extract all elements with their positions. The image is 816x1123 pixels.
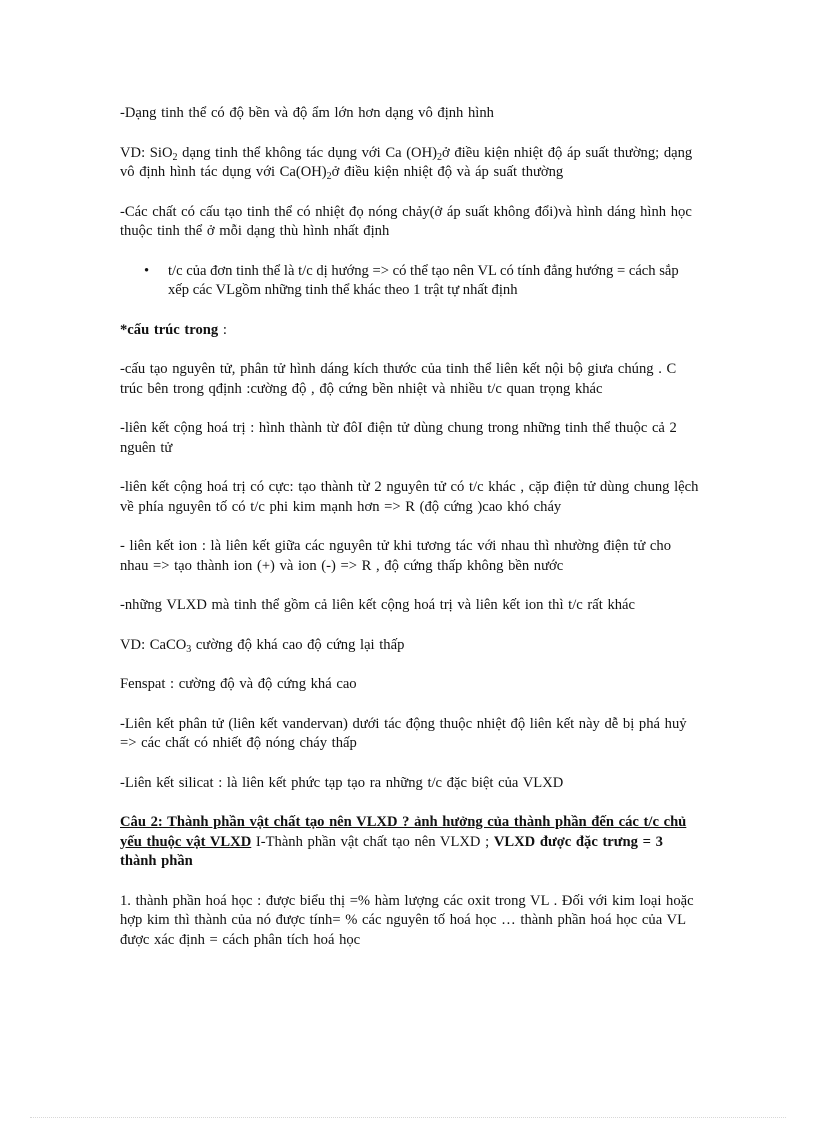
question-2-section: I-Thành phần vật chất tạo nên VLXD ; (251, 833, 494, 850)
document-body (120, 104, 700, 950)
paragraph-caco3-example (120, 636, 700, 656)
subscript: 3 (186, 643, 192, 655)
paragraph-ionic-bond: - liên kết ion : là liên kết giữa các nguyên tử khi tương tác với nhau thì nhường điện tử cho nhau => tạo thành ion (+) và ion (-) => R , độ cứng thấp không bền nước (120, 538, 671, 574)
list-item-text: t/c của đơn tinh thể là t/c dị hướng => có thể tạo nên VL có tính đẳng hướng = cách sắp xếp các VLgồm những tinh thể khác theo 1 trật tự nhất định (168, 262, 679, 298)
paragraph-mixed-bond: -những VLXD mà tinh thể gồm cả liên kết cộng hoá trị và liên kết ion thì t/c rất khác (120, 597, 635, 613)
heading-internal-structure (120, 321, 700, 341)
text-fragment: ở điều kiện nhiệt độ áp suất thường; dạng vô định hình tác dụng với Ca(OH) (120, 144, 693, 180)
question-2-title: Câu 2: Thành phần vật chất tạo nên VLXD ? ảnh hưởng của thành phần đến các t/c chủ yếu thuộc vật VLXD (120, 814, 687, 850)
paragraph-molecular-bond: -Liên kết phân tử (liên kết vandervan) dưới tác động thuộc nhiệt độ liên kết này dễ bị phá huỷ => các chất có nhiết độ nóng cháy thấp (120, 715, 687, 751)
text-fragment: dạng tinh thể không tác dụng với Ca (OH) (177, 144, 437, 161)
paragraph-chemical-composition: 1. thành phần hoá học : được biểu thị =% hàm lượng các oxit trong VL . Đối với kim loại hoặc hợp kim thì thành của nó được tính= % các nguyên tố hoá học … thành phần hoá học của VL được xác định = cách phân tích hoá học (120, 892, 694, 948)
bullet-icon: • (144, 262, 150, 279)
paragraph-melting-point: -Các chất có cấu tạo tinh thể có nhiệt đọ nóng chảy(ở áp suất không đổi)và hình dáng hình học thuộc tinh thể ở mỗi dạng thù hình nhất định (120, 203, 692, 239)
text-fragment: cường độ khá cao độ cứng lại thấp (191, 636, 405, 653)
paragraph-atomic-structure: -cấu tạo nguyên tử, phân tử hình dáng kích thước của tinh thể liên kết nội bộ giưa chúng . C trúc bên trong qđịnh :cường độ , độ cứng bền nhiệt và nhiều t/c quan trọng khác (120, 361, 677, 397)
subscript: 2 (437, 151, 442, 163)
paragraph-polar-covalent-bond: -liên kết cộng hoá trị có cực: tạo thành từ 2 nguyên tử có t/c khác , cặp điện tử dùng chung lệch về phía nguyên tố có t/c phi kim mạnh hơn => R (độ cứng )cao khó cháy (120, 479, 699, 515)
page-bottom-divider (30, 1117, 786, 1118)
heading-text: *cấu trúc trong (120, 321, 219, 338)
bullet-list (120, 262, 700, 301)
subscript: 2 (172, 151, 178, 163)
subscript: 2 (326, 171, 332, 182)
paragraph-silicate-bond: -Liên kết silicat : là liên kết phức tạp tạo ra những t/c đặc biệt của VLXD (120, 774, 564, 791)
question-2-heading (120, 813, 700, 872)
paragraph-sio2-example (120, 144, 700, 183)
text-fragment: VD: SiO (120, 144, 173, 161)
list-item (120, 262, 700, 301)
paragraph-covalent-bond: -liên kết cộng hoá trị : hình thành từ đôI điện tử dùng chung trong những tinh thể thuộc cả 2 nguên tử (120, 420, 677, 456)
heading-tail: : (218, 321, 227, 338)
question-2-emphasis: VLXD được đặc trưng = 3 thành phần (120, 833, 663, 869)
text-fragment: ở điều kiện nhiệt độ và áp suất thường (331, 164, 564, 180)
text-fragment: VD: CaCO (120, 636, 187, 653)
paragraph-fenspat: Fenspat : cường độ và độ cứng khá cao (120, 676, 357, 692)
paragraph-crystal-durability: -Dạng tinh thể có độ bền và độ ẩm lớn hơn dạng vô định hình (120, 105, 494, 121)
